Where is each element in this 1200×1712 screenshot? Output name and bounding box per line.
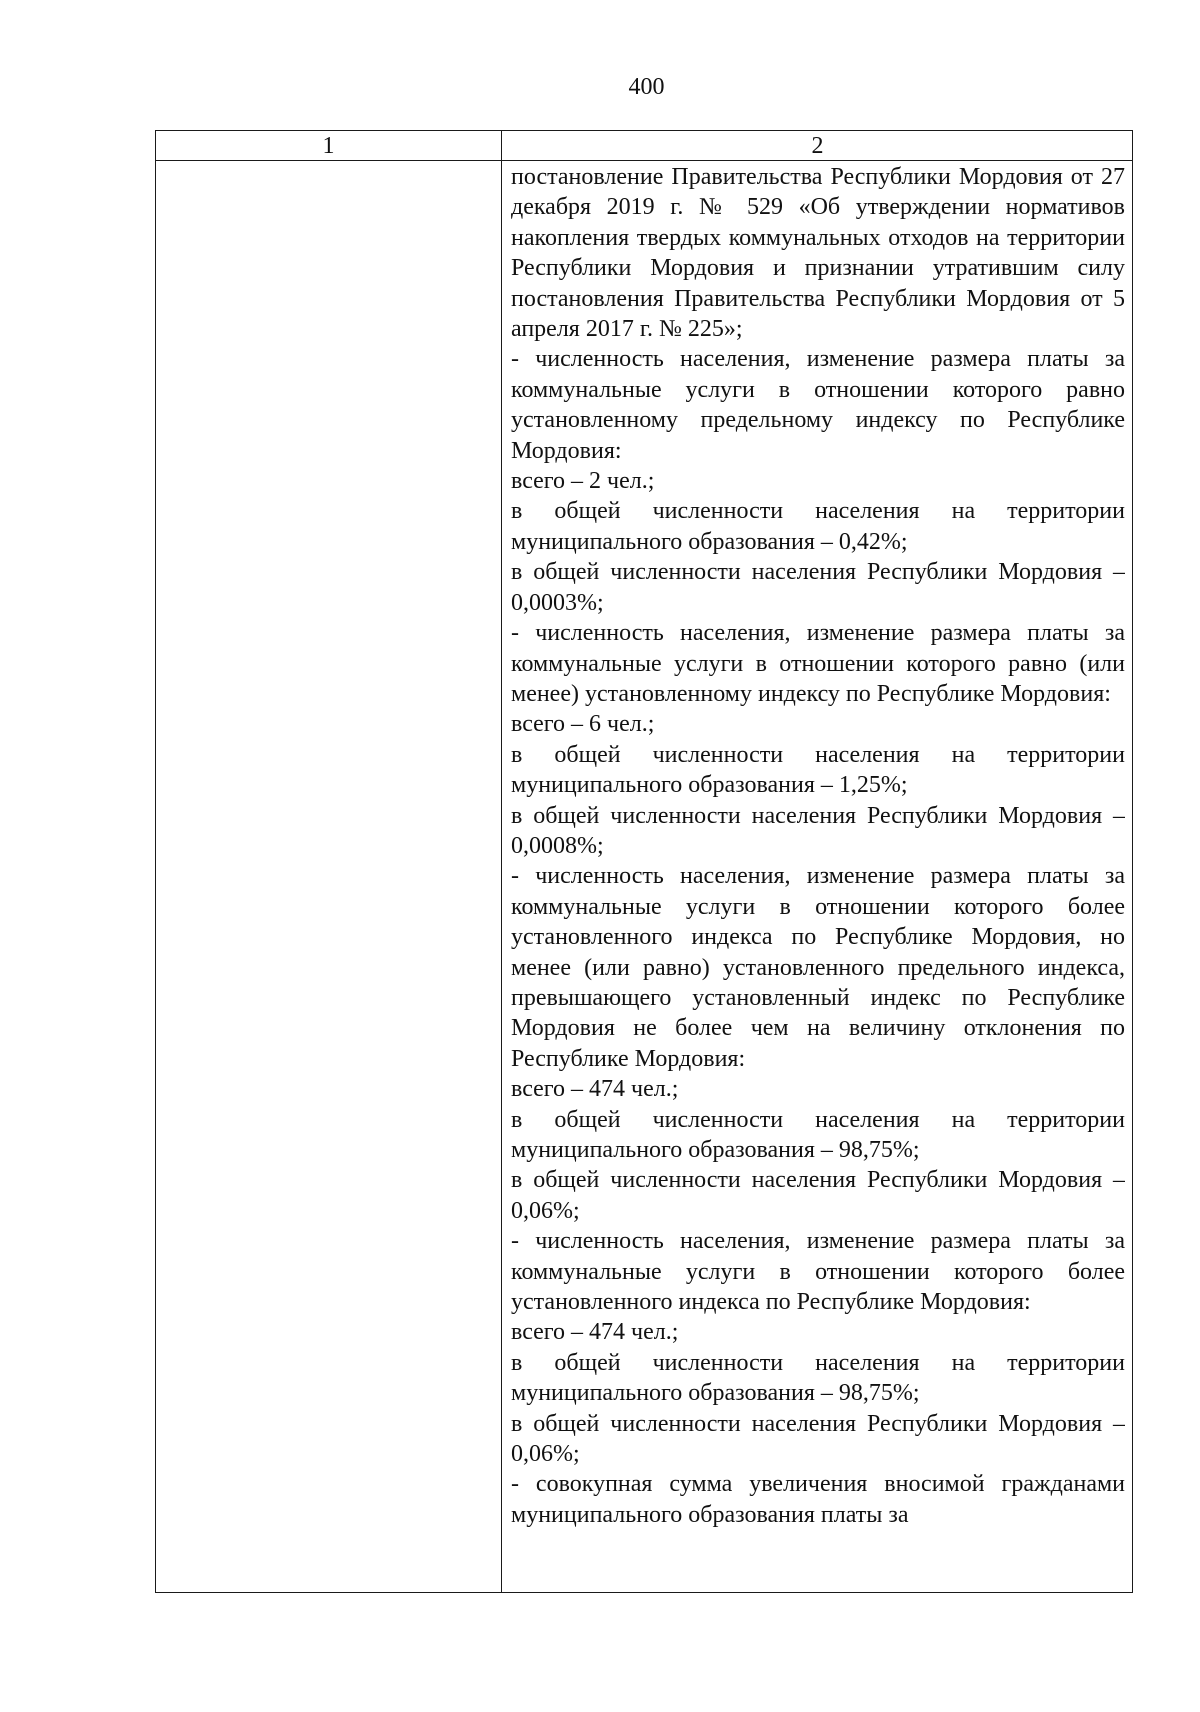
paragraph-total-count: всего – 6 чел.; (511, 711, 655, 738)
paragraph-share-republic: в общей численности населения Республики Мордовия – 0,06%; (511, 1167, 1125, 1224)
page-number: 400 (628, 74, 665, 100)
paragraph-total-count: всего – 474 чел.; (511, 1076, 679, 1103)
column-header-1: 1 (322, 133, 335, 159)
table-header-row (156, 131, 1132, 161)
paragraph-share-municipal: в общей численности населения на территории муниципального образования – 98,75%; (511, 1106, 1125, 1163)
table-cell-column-1 (156, 161, 501, 1592)
paragraph-total-count: всего – 474 чел.; (511, 1319, 679, 1346)
paragraph-share-municipal: в общей численности населения на территории муниципального образования – 0,42%; (511, 498, 1125, 555)
column-divider (501, 131, 502, 1592)
paragraph-population-equal-or-less-index: - численность населения, изменение размера платы за коммунальные услуги в отношении которого равно (или менее) установленному индексу по Республике Мордовия: (511, 620, 1125, 707)
paragraph-share-municipal: в общей численности населения на территории муниципального образования – 1,25%; (511, 741, 1125, 799)
paragraph-share-republic: в общей численности населения Республики Мордовия – 0,06%; (511, 1410, 1125, 1468)
paragraph-share-municipal: в общей численности населения на территории муниципального образования – 98,75%; (511, 1349, 1125, 1407)
document-table (155, 130, 1133, 1593)
paragraph-resolution-reference: постановление Правительства Республики Мордовия от 27 декабря 2019 г. № 529 «Об утверждении нормативов накопления твердых коммунальных отходов на территории Республики Мордовия и признании утратившим силу постановления Правительства Республики Мордовия от 5 апреля 2017 г. № 225»; (511, 164, 1125, 343)
paragraph-share-republic: в общей численности населения Республики Мордовия – 0,0008%; (511, 802, 1125, 859)
paragraph-total-count: всего – 2 чел.; (511, 468, 655, 495)
paragraph-population-above-index: - численность населения, изменение размера платы за коммунальные услуги в отношении которого более установленного индекса по Республике Мордовия: (511, 1228, 1125, 1316)
paragraph-total-payment-increase: - совокупная сумма увеличения вносимой гражданами муниципального образования платы за (511, 1471, 1125, 1528)
table-cell-column-2 (511, 162, 1125, 1592)
paragraph-population-above-index-within-deviation: - численность населения, изменение размера платы за коммунальные услуги в отношении которого более установленного индекса по Республике Мордовия, но менее (или равно) установленного предельного индекса, превышающего установленный индекс по Республике Мордовия не более чем на величину отклонения по Республике Мордовия: (511, 863, 1125, 1072)
paragraph-share-republic: в общей численности населения Республики Мордовия – 0,0003%; (511, 559, 1125, 616)
column-header-2: 2 (811, 133, 824, 159)
paragraph-population-equal-limit-index: - численность населения, изменение размера платы за коммунальные услуги в отношении которого равно установленному предельному индексу по Республике Мордовия: (511, 346, 1125, 464)
